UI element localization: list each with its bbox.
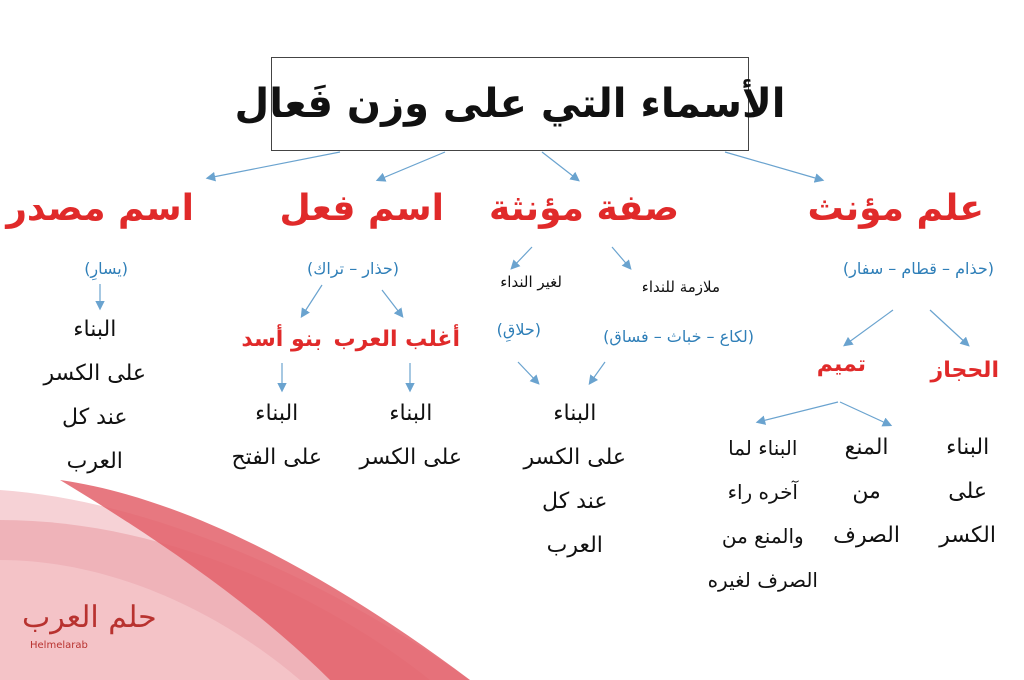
masdar-text bbox=[44, 308, 146, 484]
tamim-raa-text bbox=[708, 426, 818, 602]
sifa-text bbox=[524, 392, 626, 568]
tamim-mana-text bbox=[833, 426, 900, 558]
sifa-ghayr-nida-label: لغير النداء bbox=[500, 273, 562, 291]
category-ism-masdar: اسم مصدر bbox=[6, 188, 194, 229]
masdar-line-2: على الكسر bbox=[43, 361, 146, 386]
tamim-mana-line-2: من bbox=[852, 479, 881, 504]
hijaz-line-2: على bbox=[948, 479, 987, 504]
tamim-raa-line-3: والمنع من bbox=[721, 524, 804, 548]
tamim-mana-line-1: المنع bbox=[844, 435, 889, 460]
logo-latin: Helmelarab bbox=[30, 640, 88, 651]
category-ism-fil: اسم فعل bbox=[279, 188, 444, 229]
masdar-line-4: العرب bbox=[66, 449, 123, 474]
sifa-line-2: على الكسر bbox=[523, 445, 626, 470]
aghlab-line-2: على الكسر bbox=[359, 445, 462, 470]
sifa-line-4: العرب bbox=[546, 533, 603, 558]
aghlab-line-1: البناء bbox=[389, 401, 433, 426]
sifa-ghayr-examples: (حلاقِ) bbox=[496, 320, 541, 339]
sifa-nida-examples: (لكاع – خباث – فساق) bbox=[603, 327, 754, 346]
alam-tamim-label: تميم bbox=[816, 352, 866, 377]
ism-fil-examples: (حذار – تراك) bbox=[306, 259, 399, 278]
sifa-line-1: البناء bbox=[553, 401, 597, 426]
masdar-line-3: عند كل bbox=[62, 405, 128, 430]
tamim-raa-line-2: آخره راء bbox=[727, 480, 798, 504]
tamim-raa-line-4: الصرف لغيره bbox=[707, 568, 818, 592]
aghlab-text bbox=[360, 392, 462, 480]
ism-fil-asad-label: بنو أسد bbox=[241, 327, 322, 352]
alam-examples: (حذام – قطام – سفار) bbox=[842, 259, 994, 278]
asad-text bbox=[231, 392, 322, 480]
title-box bbox=[234, 57, 786, 151]
logo-arabic: حلم العرب bbox=[22, 600, 157, 635]
masdar-line-1: البناء bbox=[73, 317, 117, 342]
hijaz-line-3: الكسر bbox=[939, 523, 996, 548]
asad-line-2: على الفتح bbox=[231, 445, 322, 470]
sifa-line-3: عند كل bbox=[542, 489, 608, 514]
category-sifa-muannatha: صفة مؤنثة bbox=[489, 188, 679, 229]
tamim-raa-line-1: البناء لما bbox=[728, 436, 798, 460]
masdar-examples: (يسارِ) bbox=[84, 259, 128, 278]
hijaz-text bbox=[939, 426, 996, 558]
ism-fil-aghlab-label: أغلب العرب bbox=[333, 327, 460, 352]
sifa-nida-label: ملازمة للنداء bbox=[641, 278, 720, 296]
alam-hijaz-label: الحجاز bbox=[930, 358, 999, 383]
hijaz-line-1: البناء bbox=[946, 435, 990, 460]
asad-line-1: البناء bbox=[255, 401, 299, 426]
category-alam-muannath: علم مؤنث bbox=[807, 188, 984, 229]
diagram-title: الأسماء التي على وزن فَعال bbox=[234, 81, 786, 127]
tamim-mana-line-3: الصرف bbox=[833, 523, 900, 548]
